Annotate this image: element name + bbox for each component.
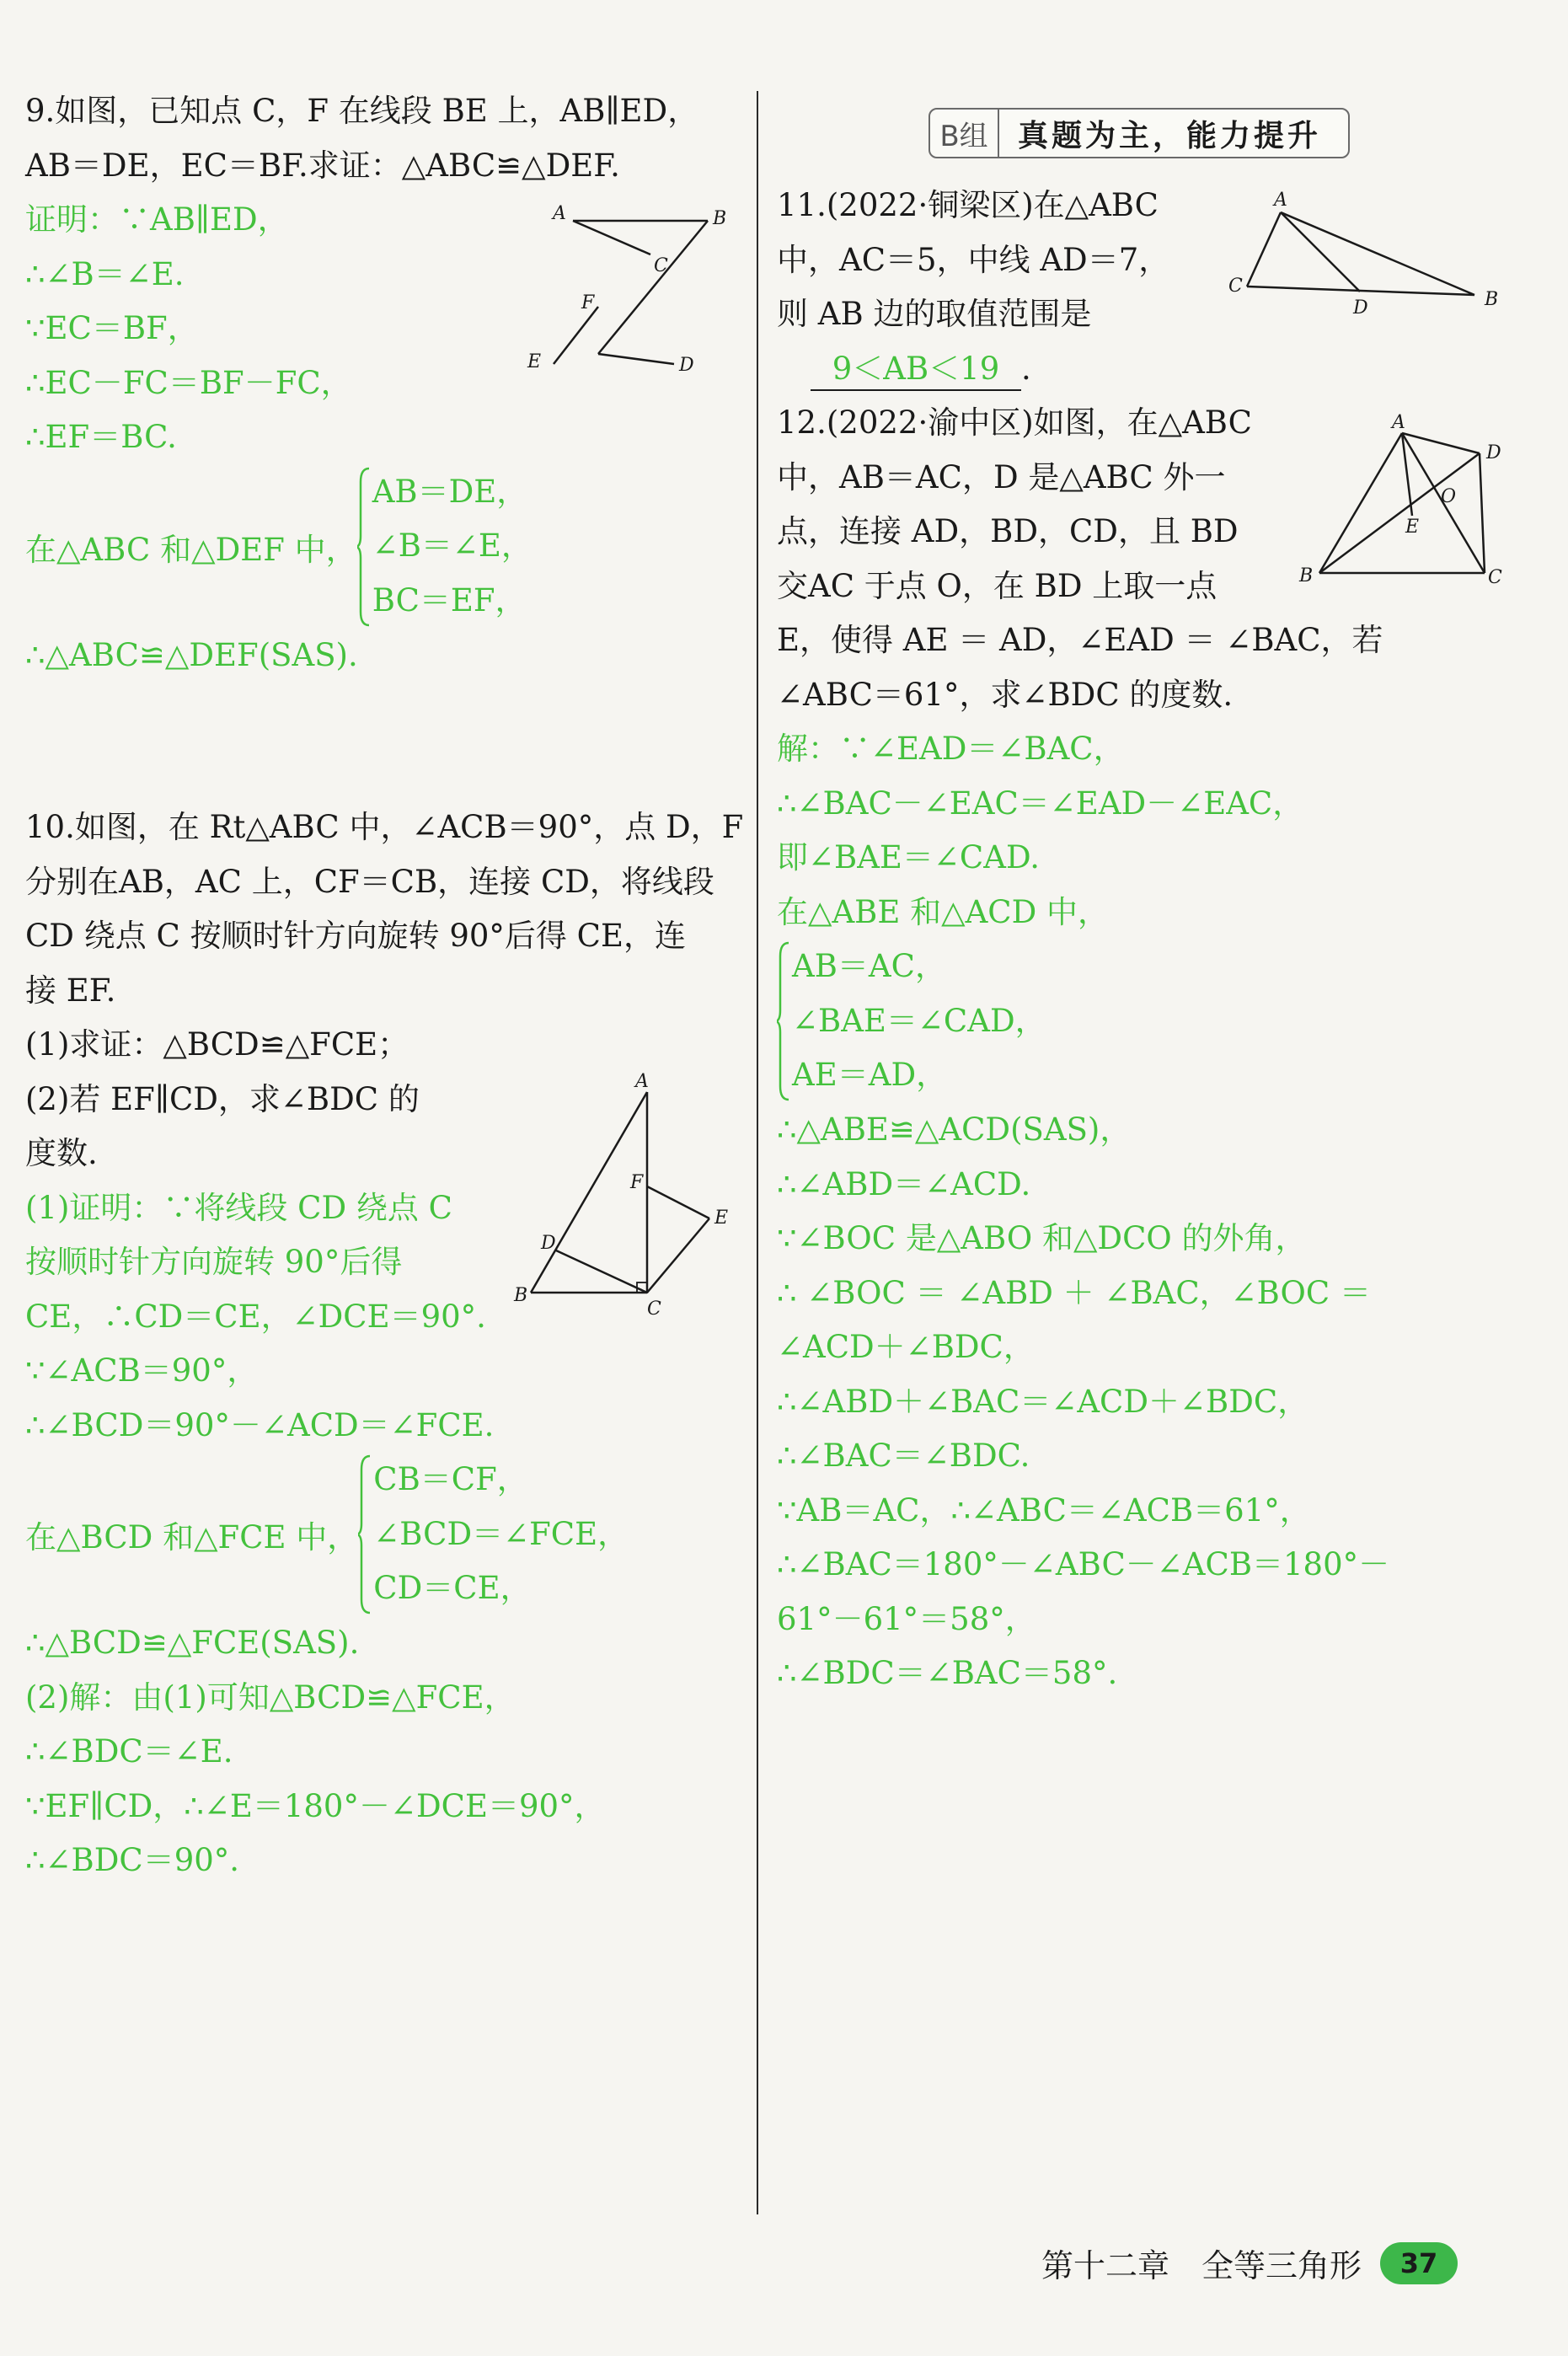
chapter-title: 第十二章 全等三角形 — [1041, 2247, 1362, 2284]
group-label: B组 — [930, 110, 999, 157]
q12-stem-line: 点，连接 AD，BD，CD，且 BD — [777, 513, 1239, 549]
q9-system-line: BC＝EF， — [372, 581, 527, 618]
group-title: 真题为主，能力提升 — [1018, 117, 1322, 153]
group-b-tag — [928, 108, 1350, 158]
q11-label-d: D — [1353, 297, 1368, 319]
q9-equation-system — [25, 465, 741, 629]
left-brace-icon — [357, 465, 372, 629]
q10-part-2: (2)若 EF∥CD，求∠BDC 的 — [25, 1080, 420, 1117]
q10-part-1: (1)求证：△BCD≌△FCE； — [25, 1026, 409, 1063]
left-brace-icon — [358, 1453, 373, 1616]
q12-stem-line: 交AC 于点 O，在 BD 上取一点 — [777, 567, 1217, 604]
q10-solution-line: ∴∠BCD＝90°－∠ACD＝∠FCE. — [25, 1406, 495, 1443]
q9-proof-line: ∴EC－FC＝BF－FC， — [25, 364, 352, 401]
q9-system-line: AB＝DE， — [372, 473, 528, 510]
q12-label-b: B — [1299, 565, 1314, 586]
q10-solution-line: 按顺时针方向旋转 90°后得 — [25, 1244, 403, 1280]
q10-label-a: A — [635, 1071, 649, 1092]
q10-label-f: F — [630, 1172, 644, 1193]
q9-proof-line: ∴EF＝BC. — [25, 419, 177, 455]
question-10 — [25, 801, 744, 1888]
q11-answer: 9＜AB＜19 — [811, 349, 1021, 391]
q10-part-2-cont: 度数. — [25, 1135, 98, 1171]
q10-system-line: CB＝CF， — [373, 1461, 528, 1498]
q12-solution-line: ∴∠ABD＝∠ACD. — [777, 1165, 1031, 1202]
q9-label-d: D — [679, 355, 694, 376]
q12-stem-line: 中，AB＝AC，D 是△ABC 外一 — [777, 458, 1226, 495]
q9-system-line: ∠B＝∠E， — [372, 527, 532, 565]
q10-stem-line: 分别在AB，AC 上，CF＝CB，连接 CD，将线段 — [25, 863, 714, 900]
left-brace-icon — [777, 940, 792, 1103]
q12-system-line: AE＝AD， — [792, 1057, 948, 1094]
q9-proof-line: ∵EC＝BF， — [25, 310, 199, 346]
q12-solution-line: ∴∠BAC＝180°－∠ABC－∠ACB＝180°－ — [777, 1546, 1390, 1582]
q12-stem-line: E，使得 AE ＝ AD，∠EAD ＝ ∠BAC，若 — [777, 622, 1383, 658]
column-divider — [757, 91, 758, 2214]
q11-stem-line: 11.(2022·铜梁区)在△ABC — [777, 187, 1159, 223]
q12-solution-line: 在△ABE 和△ACD 中， — [777, 893, 1110, 930]
q12-solution-line: 61°－61°＝58°， — [777, 1600, 1036, 1637]
q12-system-line: ∠BAE＝∠CAD， — [792, 1002, 1046, 1039]
q10-solution-line: ∴△BCD≌△FCE(SAS). — [25, 1625, 360, 1661]
q12-solution-line: ∴∠ABD＋∠BAC＝∠ACD＋∠BDC， — [777, 1383, 1309, 1420]
q12-label-e: E — [1405, 517, 1420, 538]
page-number: 37 — [1380, 2242, 1458, 2284]
q12-solution-line: ∴∠BDC＝∠BAC＝58°. — [777, 1655, 1118, 1691]
q10-label-d: D — [541, 1233, 556, 1254]
page-footer — [1041, 2240, 1458, 2286]
q11-figure — [1222, 187, 1508, 322]
q12-figure — [1296, 408, 1515, 593]
q10-stem-line: 接 EF. — [25, 972, 116, 1009]
q12-solution-line: 解：∵∠EAD＝∠BAC， — [777, 731, 1125, 767]
q9-conclusion: ∴△ABC≌△DEF(SAS). — [25, 636, 358, 673]
q10-system-line: ∠BCD＝∠FCE， — [373, 1515, 629, 1552]
q10-stem-line: 10.如图，在 Rt△ABC 中，∠ACB＝90°，点 D，F — [25, 809, 744, 845]
q11-label-c: C — [1228, 276, 1243, 297]
q12-solution-line: ∴△ABE≌△ACD(SAS)， — [777, 1111, 1132, 1148]
q12-system-line: AB＝AC， — [792, 948, 946, 985]
q9-figure — [514, 199, 750, 384]
q9-label-a: A — [553, 203, 566, 224]
q9-label-c: C — [654, 255, 668, 276]
q9-label-b: B — [713, 208, 727, 229]
q11-label-b: B — [1485, 289, 1499, 310]
q12-stem-line: ∠ABC＝61°，求∠BDC 的度数. — [777, 676, 1234, 713]
q9-label-e: E — [527, 351, 542, 372]
q10-equation-system — [25, 1453, 741, 1616]
q10-solution-line: ∵∠ACB＝90°， — [25, 1352, 259, 1389]
q12-solution-line: ∴∠BAC－∠EAC＝∠EAD－∠EAC， — [777, 784, 1304, 822]
q11-stem-line: 中，AC＝5，中线 AD＝7， — [777, 241, 1170, 278]
q11-stem-line: 则 AB 边的取值范围是 — [777, 296, 1092, 332]
q12-label-d: D — [1486, 442, 1501, 463]
q9-proof-line: 证明：∵AB∥ED， — [25, 201, 289, 238]
q10-solution-line: ∴∠BDC＝90°. — [25, 1842, 240, 1878]
right-column — [777, 179, 1510, 1701]
q10-label-e: E — [714, 1207, 729, 1229]
q10-label-c: C — [647, 1298, 661, 1320]
q10-solution-line: CE，∴CD＝CE，∠DCE＝90°. — [25, 1298, 486, 1335]
q12-label-c: C — [1488, 567, 1502, 588]
q9-label-f: F — [581, 292, 595, 313]
q12-solution-line: ∴∠BAC＝∠BDC. — [777, 1438, 1030, 1474]
q12-solution-line: ∵AB＝AC，∴∠ABC＝∠ACB＝61°， — [777, 1491, 1311, 1529]
q12-solution-line: ∴ ∠BOC ＝ ∠ABD ＋ ∠BAC，∠BOC ＝ — [777, 1274, 1371, 1311]
q12-stem-line: 12.(2022·渝中区)如图，在△ABC — [777, 404, 1252, 441]
q10-figure — [511, 1068, 747, 1330]
q12-label-o: O — [1441, 486, 1457, 507]
q10-stem-line: CD 绕点 C 按顺时针方向旋转 90°后得 CE，连 — [25, 918, 686, 954]
q12-equation-system — [777, 940, 1510, 1103]
q12-label-a: A — [1392, 412, 1405, 433]
q12-solution-line: ∵∠BOC 是△ABO 和△DCO 的外角， — [777, 1220, 1307, 1256]
q12-solution-line: ∠ACD＋∠BDC， — [777, 1329, 1035, 1365]
q11-answer-line: 9＜AB＜19 . — [777, 342, 1510, 397]
q10-system-line: CD＝CE， — [373, 1570, 532, 1607]
q9-system-prefix: 在△ABC 和△DEF 中， — [25, 531, 357, 568]
q10-system-prefix: 在△BCD 和△FCE 中， — [25, 1519, 359, 1555]
q10-solution-line: ∴∠BDC＝∠E. — [25, 1733, 233, 1770]
q10-solution-line: ∵EF∥CD，∴∠E＝180°－∠DCE＝90°， — [25, 1787, 606, 1824]
q10-solution-line: (2)解：由(1)可知△BCD≌△FCE， — [25, 1679, 516, 1716]
q10-label-b: B — [514, 1285, 528, 1306]
q11-label-a: A — [1274, 190, 1287, 211]
q9-stem-line: AB＝DE，EC＝BF.求证：△ABC≌△DEF. — [25, 147, 620, 184]
q10-solution-line: (1)证明：∵将线段 CD 绕点 C — [25, 1189, 452, 1226]
q9-proof-line: ∴∠B＝∠E. — [25, 255, 185, 292]
q12-solution-line: 即∠BAE＝∠CAD. — [777, 839, 1041, 875]
q9-stem-line: 9.如图，已知点 C，F 在线段 BE 上，AB∥ED， — [25, 93, 699, 129]
